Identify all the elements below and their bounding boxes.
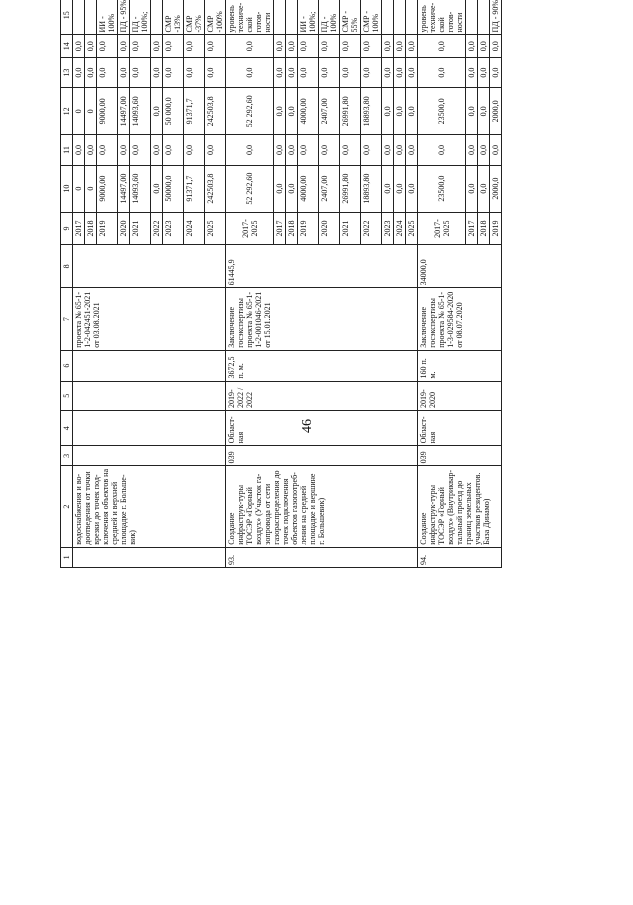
column-header: 12	[61, 88, 73, 135]
note-cell: СМР - 55%	[340, 0, 361, 35]
note-cell: СМР - 100%	[361, 0, 382, 35]
note-cell	[466, 0, 478, 35]
period-cell: 2019-2020	[418, 381, 502, 410]
year-cell: 2025	[205, 212, 226, 245]
column-header: 8	[61, 245, 73, 288]
regional-amount-cell: 0,0	[286, 88, 298, 135]
year-cell: 2021	[130, 212, 151, 245]
total-amount-cell: 0,0	[478, 165, 490, 212]
total-amount-cell: 14093,60	[130, 165, 151, 212]
amount-cell: 0,0	[490, 58, 502, 88]
amount-cell: 0,0	[226, 58, 274, 88]
year-cell: 2019	[97, 212, 118, 245]
amount-cell: 0,0	[274, 35, 286, 58]
amount-cell: 0,0	[298, 58, 319, 88]
number-cell	[73, 547, 226, 567]
amount-cell: 0,0	[382, 35, 394, 58]
column-number-row	[61, 0, 73, 568]
total-amount-cell: 0,0	[151, 165, 163, 212]
amount-cell: 0,0	[286, 135, 298, 165]
year-cell: 2018	[85, 212, 97, 245]
object-name-cell: Создание инфраструк-туры ТОСЭР «Горный воздух» (Внутриквар-тальный проезд до границ земельных участков резидентов. База Динамо)	[418, 466, 502, 547]
page-number: 46	[300, 419, 315, 433]
total-amount-cell: 0,0	[466, 165, 478, 212]
regional-amount-cell: 2000,0	[490, 88, 502, 135]
column-header: 5	[61, 381, 73, 410]
table-cell	[73, 350, 226, 381]
capacity-cell: 160 п. м.	[418, 350, 502, 381]
note-cell	[85, 0, 97, 35]
total-amount-cell: 23500,0	[418, 165, 466, 212]
year-cell: 2019	[298, 212, 319, 245]
year-cell: 2018	[286, 212, 298, 245]
regional-amount-cell: 0,0	[466, 88, 478, 135]
amount-cell: 0,0	[130, 35, 151, 58]
amount-cell: 0,0	[406, 135, 418, 165]
amount-cell: 0,0	[205, 58, 226, 88]
total-amount-cell: 0,0	[394, 165, 406, 212]
amount-cell: 0,0	[163, 35, 184, 58]
regional-amount-cell: 26991,80	[340, 88, 361, 135]
note-cell: ИИ - 100%	[97, 0, 118, 35]
amount-cell: 0,0	[319, 135, 340, 165]
year-cell: 2022	[151, 212, 163, 245]
regional-amount-cell: 0,0	[274, 88, 286, 135]
note-cell	[394, 0, 406, 35]
column-header: 10	[61, 165, 73, 212]
program-table	[60, 0, 502, 568]
total-amount-cell: 4000,00	[298, 165, 319, 212]
amount-cell: 0,0	[151, 135, 163, 165]
amount-cell: 0,0	[361, 135, 382, 165]
year-cell: 2020	[118, 212, 130, 245]
year-cell: 2017-2025	[418, 212, 466, 245]
amount-cell: 0,0	[478, 135, 490, 165]
level-cell: Област-ная	[226, 411, 418, 446]
regional-amount-cell: 0	[73, 88, 85, 135]
note-cell: уровень техниче-ской готов-ности	[226, 0, 274, 35]
capacity-cell: 3672,5 п. м.	[226, 350, 418, 381]
amount-cell: 0,0	[319, 58, 340, 88]
amount-cell: 0,0	[340, 135, 361, 165]
table-cell	[73, 411, 226, 446]
amount-cell: 0,0	[466, 58, 478, 88]
amount-cell: 0,0	[226, 135, 274, 165]
amount-cell: 0,0	[298, 135, 319, 165]
amount-cell: 0,0	[85, 135, 97, 165]
amount-cell: 0,0	[73, 58, 85, 88]
amount-cell: 0,0	[151, 35, 163, 58]
year-cell: 2018	[478, 212, 490, 245]
total-amount-cell: 9000,00	[97, 165, 118, 212]
regional-amount-cell: 91371,7	[184, 88, 205, 135]
amount-cell: 0,0	[97, 58, 118, 88]
column-header: 15	[61, 0, 73, 35]
year-cell: 2017	[73, 212, 85, 245]
amount-cell: 0,0	[478, 35, 490, 58]
year-cell: 2023	[163, 212, 184, 245]
amount-cell: 0,0	[184, 135, 205, 165]
regional-amount-cell: 0,0	[382, 88, 394, 135]
column-header: 9	[61, 212, 73, 245]
amount-cell: 0,0	[418, 35, 466, 58]
total-amount-cell: 0	[73, 165, 85, 212]
amount-cell: 0,0	[319, 35, 340, 58]
code-cell: 039	[418, 446, 502, 466]
amount-cell: 0,0	[205, 35, 226, 58]
level-cell: Област-ная	[418, 411, 502, 446]
regional-amount-cell: 242503,8	[205, 88, 226, 135]
amount-cell: 0,0	[85, 58, 97, 88]
total-amount-cell: 14497,00	[118, 165, 130, 212]
regional-amount-cell: 9000,00	[97, 88, 118, 135]
column-header: 4	[61, 411, 73, 446]
amount-cell: 0,0	[97, 35, 118, 58]
amount-cell: 0,0	[205, 135, 226, 165]
column-header: 11	[61, 135, 73, 165]
column-header: 13	[61, 58, 73, 88]
table-row	[418, 0, 466, 568]
note-cell	[274, 0, 286, 35]
amount-cell: 0,0	[274, 135, 286, 165]
cost-cell: 34000,0	[418, 245, 502, 288]
amount-cell: 0,0	[361, 35, 382, 58]
amount-cell: 0,0	[298, 35, 319, 58]
table-row	[73, 0, 85, 568]
amount-cell: 0,0	[85, 35, 97, 58]
amount-cell: 0,0	[151, 58, 163, 88]
amount-cell: 0,0	[97, 135, 118, 165]
note-cell: уровень техниче-ской готов-ности	[418, 0, 466, 35]
amount-cell: 0,0	[406, 58, 418, 88]
note-cell: ПД - 95%	[118, 0, 130, 35]
year-cell: 2017	[274, 212, 286, 245]
year-cell: 2024	[394, 212, 406, 245]
column-header: 1	[61, 547, 73, 567]
year-cell: 2023	[382, 212, 394, 245]
amount-cell: 0,0	[490, 135, 502, 165]
regional-amount-cell: 4000,00	[298, 88, 319, 135]
note-cell	[478, 0, 490, 35]
amount-cell: 0,0	[382, 135, 394, 165]
total-amount-cell: 91371,7	[184, 165, 205, 212]
amount-cell: 0,0	[73, 35, 85, 58]
note-cell: ПД - 90%	[490, 0, 502, 35]
year-cell: 2019	[490, 212, 502, 245]
amount-cell: 0,0	[406, 35, 418, 58]
amount-cell: 0,0	[163, 135, 184, 165]
amount-cell: 0,0	[118, 58, 130, 88]
amount-cell: 0,0	[340, 58, 361, 88]
amount-cell: 0,0	[286, 35, 298, 58]
year-cell: 2024	[184, 212, 205, 245]
total-amount-cell: 18893,80	[361, 165, 382, 212]
note-cell: СМР -37%	[184, 0, 205, 35]
amount-cell: 0,0	[466, 35, 478, 58]
total-amount-cell: 0,0	[406, 165, 418, 212]
amount-cell: 0,0	[478, 58, 490, 88]
total-amount-cell: 0,0	[382, 165, 394, 212]
regional-amount-cell: 50 000,0	[163, 88, 184, 135]
amount-cell: 0,0	[73, 135, 85, 165]
table-cell	[73, 245, 226, 288]
expertise-cell: Заключение госэкспертизы проекта № 65-1-1-3-029584-2020 от 08.07.2020	[418, 288, 502, 350]
amount-cell: 0,0	[184, 58, 205, 88]
column-header: 6	[61, 350, 73, 381]
amount-cell: 0,0	[118, 35, 130, 58]
note-cell: СМР -100%	[205, 0, 226, 35]
amount-cell: 0,0	[382, 58, 394, 88]
amount-cell: 0,0	[184, 35, 205, 58]
regional-amount-cell: 52 292,60	[226, 88, 274, 135]
note-cell	[73, 0, 85, 35]
year-cell: 2025	[406, 212, 418, 245]
total-amount-cell: 52 292,60	[226, 165, 274, 212]
code-cell: 039	[226, 446, 418, 466]
regional-amount-cell: 0,0	[478, 88, 490, 135]
amount-cell: 0,0	[394, 58, 406, 88]
amount-cell: 0,0	[340, 35, 361, 58]
regional-amount-cell: 2407,00	[319, 88, 340, 135]
regional-amount-cell: 23500,0	[418, 88, 466, 135]
regional-amount-cell: 0,0	[406, 88, 418, 135]
total-amount-cell: 0	[85, 165, 97, 212]
total-amount-cell: 50000,0	[163, 165, 184, 212]
amount-cell: 0,0	[274, 58, 286, 88]
expertise-cell: Заключение госэкспертизы проекта № 65-1-1-2-001046-2021 от 15.01.2021	[226, 288, 418, 350]
note-cell: ПД - 100%	[319, 0, 340, 35]
regional-amount-cell: 14497,00	[118, 88, 130, 135]
amount-cell: 0,0	[490, 35, 502, 58]
note-cell	[286, 0, 298, 35]
amount-cell: 0,0	[226, 35, 274, 58]
regional-amount-cell: 0,0	[394, 88, 406, 135]
year-cell: 2020	[319, 212, 340, 245]
column-header: 14	[61, 35, 73, 58]
regional-amount-cell: 0,0	[151, 88, 163, 135]
amount-cell: 0,0	[418, 58, 466, 88]
cost-cell: 61445,9	[226, 245, 418, 288]
regional-amount-cell: 0	[85, 88, 97, 135]
note-cell	[406, 0, 418, 35]
total-amount-cell: 2000,0	[490, 165, 502, 212]
amount-cell: 0,0	[130, 135, 151, 165]
year-cell: 2017	[466, 212, 478, 245]
note-cell: СМР -13%	[163, 0, 184, 35]
number-cell: 93.	[226, 547, 418, 567]
note-cell	[151, 0, 163, 35]
amount-cell: 0,0	[394, 35, 406, 58]
table-cell	[73, 446, 226, 466]
object-name-cell: водоснабжения и во-доотведения от точки врезки до точек под-ключения объектов на средней и верхней площадке г. Больше-вик)	[73, 466, 226, 547]
total-amount-cell: 26991,80	[340, 165, 361, 212]
period-cell: 2019-2022 / 2022	[226, 381, 418, 410]
year-cell: 2022	[361, 212, 382, 245]
column-header: 7	[61, 288, 73, 350]
note-cell: ПД - 100%;	[130, 0, 151, 35]
amount-cell: 0,0	[118, 135, 130, 165]
note-cell	[382, 0, 394, 35]
total-amount-cell: 242503,8	[205, 165, 226, 212]
amount-cell: 0,0	[394, 135, 406, 165]
total-amount-cell: 2407,00	[319, 165, 340, 212]
amount-cell: 0,0	[361, 58, 382, 88]
year-cell: 2017-2025	[226, 212, 274, 245]
amount-cell: 0,0	[130, 58, 151, 88]
regional-amount-cell: 14093,60	[130, 88, 151, 135]
object-name-cell: Создание инфраструк-туры ТОСЭР «Горный воздух» (Участок га-зопровода от сети газораспределения до точек подключения объектов газопотреб-ления на средней площадке и вершине г. Большевик)	[226, 466, 418, 547]
regional-amount-cell: 18893,80	[361, 88, 382, 135]
number-cell: 94.	[418, 547, 502, 567]
amount-cell: 0,0	[163, 58, 184, 88]
amount-cell: 0,0	[286, 58, 298, 88]
year-cell: 2021	[340, 212, 361, 245]
note-cell: ИИ - 100%;	[298, 0, 319, 35]
total-amount-cell: 0,0	[274, 165, 286, 212]
amount-cell: 0,0	[466, 135, 478, 165]
column-header: 2	[61, 466, 73, 547]
table-row	[226, 0, 274, 568]
amount-cell: 0,0	[418, 135, 466, 165]
total-amount-cell: 0,0	[286, 165, 298, 212]
table-cell	[73, 381, 226, 410]
column-header: 3	[61, 446, 73, 466]
expertise-cell: проекта № 65-1-1-2-042451-2021 от 03.08.2021	[73, 288, 226, 350]
